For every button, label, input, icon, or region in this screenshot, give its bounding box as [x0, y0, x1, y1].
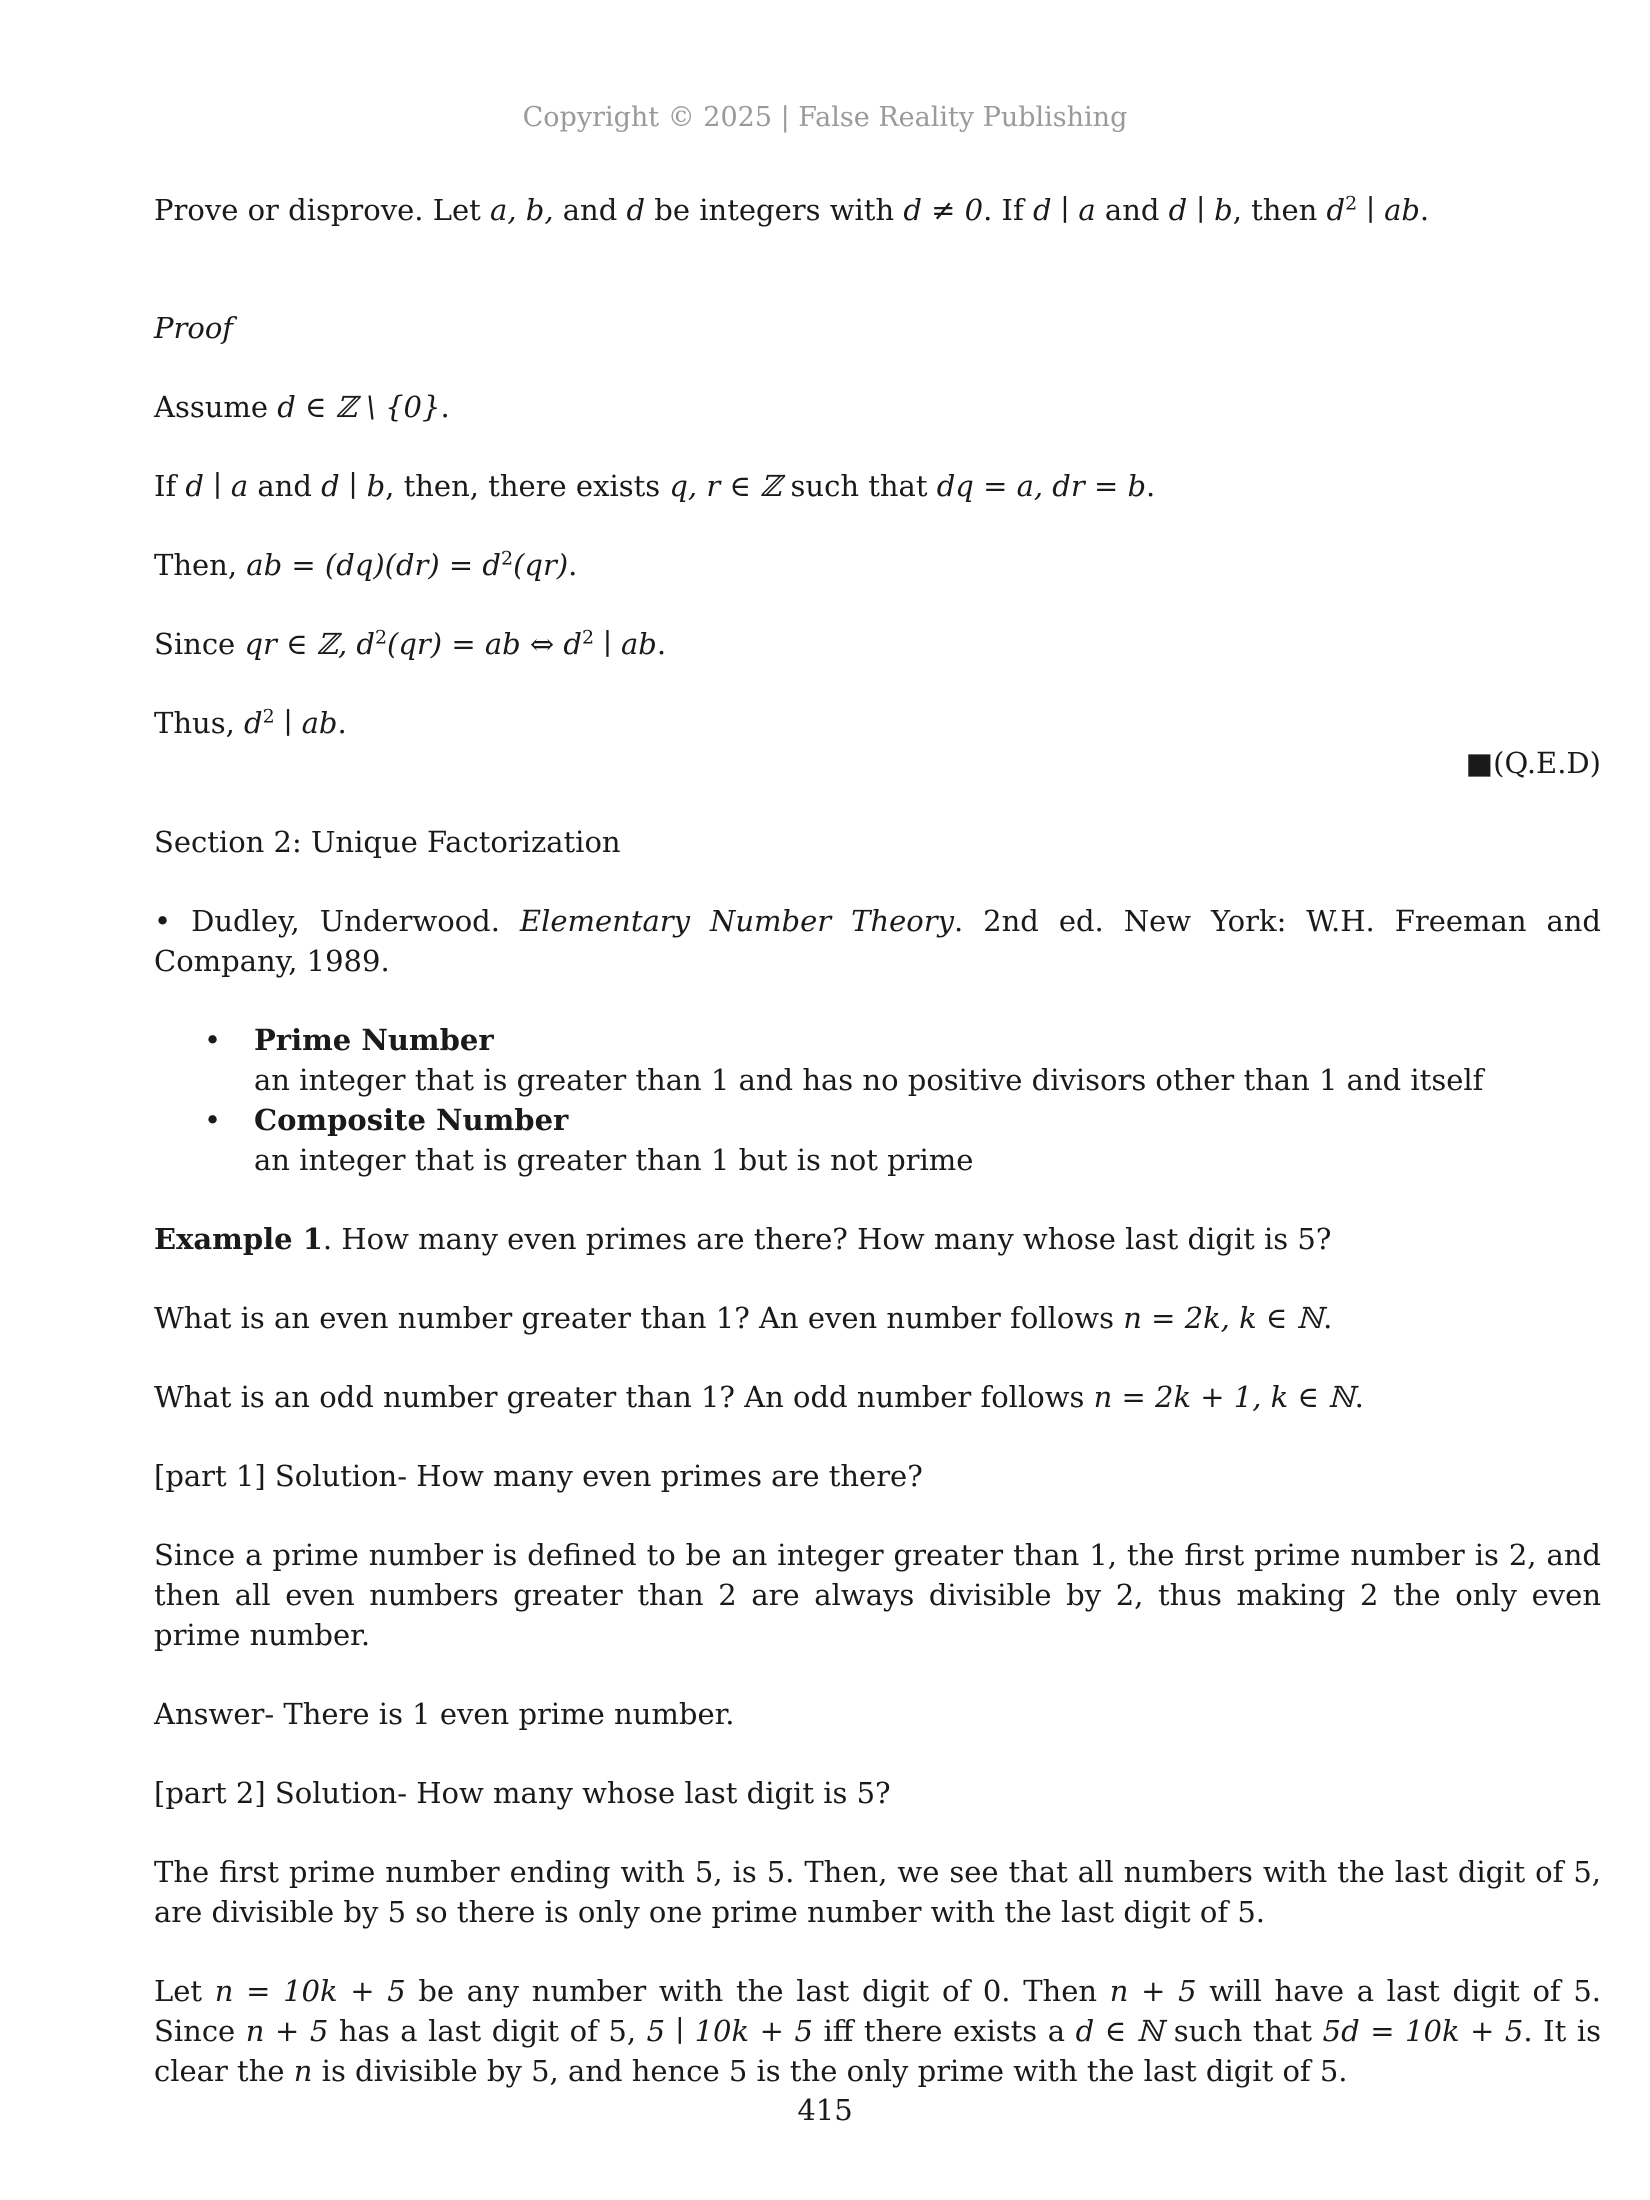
- proof-line-3: [154, 545, 1601, 585]
- text: . How many even primes are there? How many whose last digit is 5?: [322, 1222, 1332, 1256]
- math: d ∈ ℤ \ {0}: [277, 390, 441, 424]
- text: What is an odd number greater than 1? An odd number follows: [154, 1380, 1094, 1414]
- text: such that: [1163, 2014, 1323, 2048]
- math: n + 5: [1109, 1974, 1197, 2008]
- text: What is an even number greater than 1? An even number follows: [154, 1301, 1124, 1335]
- text: . It is clear the: [154, 2014, 1601, 2088]
- text: Prove or disprove. Let: [154, 193, 491, 227]
- math: d: [626, 193, 646, 227]
- math: ab = (dq)(dr) = d: [246, 548, 501, 582]
- proof-label: Proof: [154, 311, 234, 345]
- math: d ∣ b: [1168, 193, 1233, 227]
- math: dq = a, dr = b: [936, 469, 1147, 503]
- superscript: 2: [374, 626, 388, 649]
- list-item: [204, 1020, 1601, 1100]
- part1-body: Since a prime number is defined to be an integer greater than 1, the first prime number is 2, and then all even numbers greater than 2 are always divisible by 2, thus making 2 the only even prime number.: [154, 1538, 1601, 1652]
- text: . If: [983, 193, 1033, 227]
- text: .: [440, 390, 450, 424]
- bullet-icon: •: [204, 1023, 222, 1057]
- part2-heading: [part 2] Solution- How many whose last digit is 5?: [154, 1776, 891, 1810]
- text: Let: [154, 1974, 215, 2008]
- text: be any number with the last digit of 0. Then: [405, 1974, 1110, 2008]
- definition-list: [154, 1020, 1601, 1180]
- math: ∣ ab: [274, 706, 338, 740]
- text: .: [1146, 469, 1156, 503]
- proof-line-1: [154, 387, 1601, 427]
- text: and: [1095, 193, 1169, 227]
- page-number: 415: [797, 2093, 853, 2127]
- proof-line-4: [154, 624, 1601, 664]
- text: Assume: [154, 390, 278, 424]
- text: and: [553, 193, 627, 227]
- proof-line-2: [154, 466, 1601, 506]
- text: .: [1419, 193, 1430, 227]
- text: is divisible by 5, and hence 5 is the only prime with the last digit of 5.: [312, 2054, 1348, 2088]
- math: d: [1326, 193, 1346, 227]
- superscript: 2: [1345, 192, 1358, 215]
- math: (qr) = ab ⇔ d: [387, 627, 582, 661]
- list-item: [204, 1100, 1601, 1180]
- example-question: [154, 1219, 1601, 1259]
- math: d: [244, 706, 263, 740]
- math: 5d = 10k + 5: [1322, 2014, 1524, 2048]
- example-label: Example 1: [154, 1222, 323, 1256]
- math: (qr): [513, 548, 569, 582]
- text: , then, there exists: [385, 469, 670, 503]
- part1-answer: Answer- There is 1 even prime number.: [154, 1697, 735, 1731]
- text: iff there exists a: [812, 2014, 1076, 2048]
- superscript: 2: [262, 705, 275, 728]
- text: .: [1323, 1301, 1333, 1335]
- math: 5 ∣ 10k + 5: [646, 2014, 813, 2048]
- text: .: [568, 548, 578, 582]
- text: such that: [781, 469, 937, 503]
- odd-number-line: [154, 1377, 1601, 1417]
- proof-line-5: [154, 703, 1601, 743]
- text: be integers with: [645, 193, 904, 227]
- text: Since: [154, 627, 245, 661]
- text: .: [656, 627, 667, 661]
- book-title: Elementary Number Theory: [519, 904, 954, 938]
- text: If: [154, 469, 186, 503]
- text: Thus,: [154, 706, 245, 740]
- part1-heading: [part 1] Solution- How many even primes are there?: [154, 1459, 923, 1493]
- text: .: [1354, 1380, 1364, 1414]
- math: d ∣ a: [1032, 193, 1096, 227]
- superscript: 2: [582, 626, 595, 649]
- definition-text: an integer that is greater than 1 but is not prime: [254, 1143, 974, 1177]
- text: Then,: [154, 548, 247, 582]
- text: • Dudley, Underwood.: [154, 904, 520, 938]
- math: q, r ∈ ℤ: [669, 469, 782, 503]
- math: d ∈ ℕ: [1075, 2014, 1164, 2048]
- text: , then: [1232, 193, 1327, 227]
- math: d ≠ 0: [903, 193, 984, 227]
- bullet-icon: •: [204, 1103, 222, 1137]
- math: qr ∈ ℤ, d: [244, 627, 375, 661]
- math: n = 10k + 5: [214, 1974, 406, 2008]
- qed-marker: ■(Q.E.D): [1465, 746, 1601, 780]
- part2-body: The first prime number ending with 5, is 5. Then, we see that all numbers with the last digit of 5, are divisible by 5 so there is only one prime number with the last digit of 5.: [154, 1855, 1601, 1929]
- part2-final: [154, 1971, 1601, 2091]
- even-number-line: [154, 1298, 1601, 1338]
- text: . 2nd ed. New York: W.H. Freeman and Company, 1989.: [154, 904, 1601, 978]
- text: has a last digit of 5,: [328, 2014, 647, 2048]
- math: n + 5: [245, 2014, 329, 2048]
- definition-text: an integer that is greater than 1 and has no positive divisors other than 1 and itself: [254, 1063, 1484, 1097]
- definition-term: Prime Number: [254, 1023, 494, 1057]
- text: .: [337, 706, 347, 740]
- page-header-copyright: Copyright © 2025 | False Reality Publishing: [522, 102, 1128, 133]
- math: d ∣ b: [321, 469, 386, 503]
- text: will have a last digit of 5. Since: [154, 1974, 1601, 2048]
- math: ∣ ab: [1357, 193, 1420, 227]
- reference-citation: [154, 901, 1601, 981]
- math: ∣ ab: [594, 627, 657, 661]
- definition-term: Composite Number: [254, 1103, 569, 1137]
- math: n = 2k + 1, k ∈ ℕ: [1093, 1380, 1355, 1414]
- math: d ∣ a: [185, 469, 249, 503]
- math: a, b,: [490, 193, 554, 227]
- page-content: [154, 190, 1601, 2091]
- math: n = 2k, k ∈ ℕ: [1123, 1301, 1324, 1335]
- text: and: [248, 469, 322, 503]
- problem-statement: [154, 190, 1601, 230]
- superscript: 2: [501, 547, 514, 570]
- math: n: [293, 2054, 313, 2088]
- section-heading: Section 2: Unique Factorization: [154, 825, 621, 859]
